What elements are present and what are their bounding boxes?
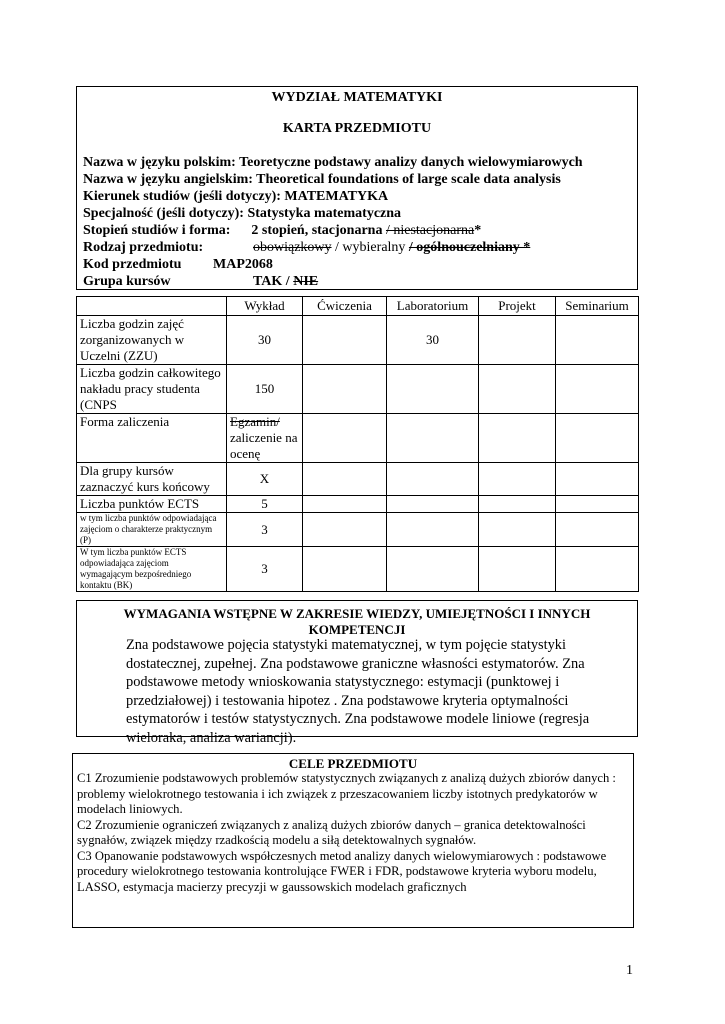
card-title: KARTA PRZEDMIOTU bbox=[282, 121, 432, 136]
group-struck: NIE bbox=[293, 274, 319, 289]
row-label: Liczba godzin zajęć zorganizowanych w Uczelni (ZZU) bbox=[77, 316, 227, 365]
degree-label: Stopień studiów i forma: bbox=[83, 223, 231, 238]
cell: 30 bbox=[227, 316, 303, 365]
prerequisites-text: Zna podstawowe pojęcia statystyki matematycznej, w tym pojęcie statystyki dostatecznej, zupełnej. Zna podstawowe graniczne własności estymatorów. Zna podstawowe metody wnioskowania statystycznego: estymacji (punktowej i przedziałowej) i testowania hipotez . Zna podstawowe kryteria optymalności estymatorów i testów statystycznych. Zna podstawowe modele liniowe (regresja wieloraka, analiza wariancji). bbox=[126, 637, 590, 746]
exam-form-cell bbox=[227, 414, 303, 463]
row-label: Liczba godzin całkowitego nakładu pracy studenta (CNPS bbox=[77, 365, 227, 414]
cell bbox=[556, 513, 639, 547]
cell bbox=[479, 513, 556, 547]
table-row bbox=[77, 513, 639, 547]
cell bbox=[303, 496, 387, 513]
cell bbox=[479, 496, 556, 513]
degree-value: 2 stopień, stacjonarna bbox=[251, 223, 386, 238]
cell bbox=[387, 496, 479, 513]
row-label: Dla grupy kursów zaznaczyć kurs końcowy bbox=[77, 463, 227, 496]
cell bbox=[303, 547, 387, 592]
faculty-title: WYDZIAŁ MATEMATYKI bbox=[271, 90, 443, 105]
exam-struck: Egzamin/ bbox=[230, 414, 280, 429]
column-header: Laboratorium bbox=[387, 297, 479, 316]
row-label: W tym liczba punktów ECTS odpowiadająca zajęciom wymagającym bezpośredniego kontaktu (BK) bbox=[77, 547, 227, 592]
group-label: Grupa kursów bbox=[83, 274, 171, 289]
name-en: Nazwa w języku angielskim: Theoretical foundations of large scale data analysis bbox=[83, 172, 561, 187]
cell bbox=[303, 365, 387, 414]
goal-c2: C2 Zrozumienie ograniczeń związanych z analizą dużych zbiorów danych – granica detektowalności sygnałów, związek między rzadkością modelu a siłą detektowalnych sygnałów. bbox=[77, 817, 586, 847]
goal-c1: C1 Zrozumienie podstawowych problemów statystycznych związanych z analizą dużych zbiorów danych : problemy wielokrotnego testowania i ich związek z przeszacowaniem liczby istotnych predykatorów w modelach liniowych. bbox=[77, 771, 616, 816]
course-type-line bbox=[83, 239, 530, 256]
cell bbox=[387, 513, 479, 547]
cell bbox=[479, 365, 556, 414]
degree-line bbox=[83, 222, 481, 239]
cell bbox=[303, 316, 387, 365]
group-value: TAK / bbox=[253, 274, 294, 289]
table-row bbox=[77, 496, 639, 513]
exam-rest: zaliczenie na ocenę bbox=[230, 430, 298, 461]
cell bbox=[387, 414, 479, 463]
type-label: Rodzaj przedmiotu: bbox=[83, 240, 204, 255]
cell bbox=[303, 414, 387, 463]
hours-table bbox=[76, 296, 639, 592]
course-header-box bbox=[76, 86, 638, 290]
row-label: w tym liczba punktów odpowiadająca zajęciom o charakterze praktycznym (P) bbox=[77, 513, 227, 547]
cell bbox=[387, 463, 479, 496]
cell: 3 bbox=[227, 547, 303, 592]
column-header: Wykład bbox=[227, 297, 303, 316]
cell: 150 bbox=[227, 365, 303, 414]
cell bbox=[303, 463, 387, 496]
name-pl: Nazwa w języku polskim: Teoretyczne podstawy analizy danych wielowymiarowych bbox=[83, 155, 583, 170]
course-code-line bbox=[83, 256, 273, 273]
row-label: Liczba punktów ECTS bbox=[77, 496, 227, 513]
field-of-study: Kierunek studiów (jeśli dotyczy): MATEMATYKA bbox=[83, 189, 389, 204]
code-label: Kod przedmiotu bbox=[83, 257, 182, 272]
code-value: MAP2068 bbox=[213, 257, 273, 272]
cell bbox=[387, 547, 479, 592]
cell bbox=[556, 365, 639, 414]
cell bbox=[303, 513, 387, 547]
table-row bbox=[77, 414, 639, 463]
type-struck-general: / ogólnouczelniany * bbox=[408, 240, 531, 255]
table-row bbox=[77, 316, 639, 365]
cell bbox=[479, 414, 556, 463]
cell bbox=[556, 496, 639, 513]
cell bbox=[556, 316, 639, 365]
column-header: Ćwiczenia bbox=[303, 297, 387, 316]
degree-star: * bbox=[474, 223, 482, 238]
header-empty-cell bbox=[77, 297, 227, 316]
cell bbox=[556, 547, 639, 592]
prerequisites-title: WYMAGANIA WSTĘPNE W ZAKRESIE WIEDZY, UMIEJĘTNOŚCI I INNYCH KOMPETENCJI bbox=[123, 606, 591, 637]
goals-box bbox=[72, 753, 634, 928]
type-struck-mandatory: obowiązkowy bbox=[253, 240, 332, 255]
cell bbox=[479, 463, 556, 496]
cell bbox=[556, 414, 639, 463]
cell: X bbox=[227, 463, 303, 496]
row-label: Forma zaliczenia bbox=[77, 414, 227, 463]
goals-text bbox=[77, 771, 629, 895]
page-number: 1 bbox=[626, 963, 633, 978]
cell bbox=[387, 365, 479, 414]
cell: 30 bbox=[387, 316, 479, 365]
table-row bbox=[77, 463, 639, 496]
cell bbox=[556, 463, 639, 496]
cell bbox=[479, 547, 556, 592]
degree-struck: / niestacjonarna bbox=[385, 223, 475, 238]
course-group-line bbox=[83, 273, 318, 290]
goal-c3: C3 Opanowanie podstawowych współczesnych metod analizy danych wielowymiarowych : podstawowe procedury wielokrotnego testowania kontrolujące FWER i FDR, podstawowe kryteria wyboru modelu, LASSO, estymacja macierzy precyzji w gaussowskich modelach graficznych bbox=[77, 848, 607, 894]
goals-title: CELE PRZEDMIOTU bbox=[288, 756, 418, 771]
column-header: Projekt bbox=[479, 297, 556, 316]
table-row bbox=[77, 365, 639, 414]
cell bbox=[479, 316, 556, 365]
type-value: / wybieralny bbox=[331, 240, 409, 255]
table-header-row bbox=[77, 297, 639, 316]
column-header: Seminarium bbox=[556, 297, 639, 316]
prerequisites-box bbox=[76, 600, 638, 746]
cell: 5 bbox=[227, 496, 303, 513]
table-row bbox=[77, 547, 639, 592]
cell: 3 bbox=[227, 513, 303, 547]
specialty: Specjalność (jeśli dotyczy): Statystyka matematyczna bbox=[83, 206, 402, 221]
